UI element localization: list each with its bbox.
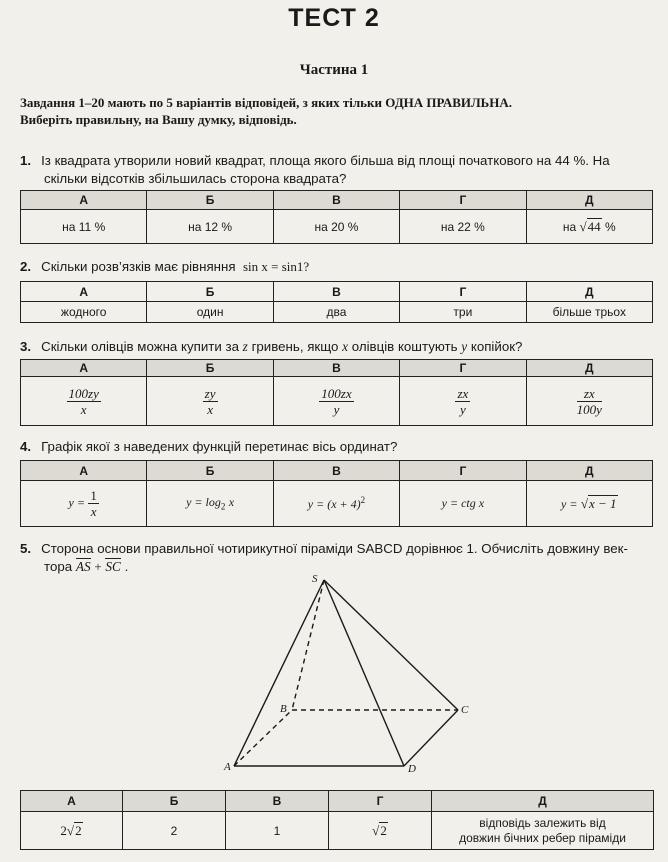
question-text: Скільки розв’язків має рівняння xyxy=(41,259,236,274)
header-v: В xyxy=(226,791,329,812)
fraction-denominator: y xyxy=(333,401,340,417)
header-a: А xyxy=(21,791,123,812)
vertex-c-label: C xyxy=(461,704,469,716)
header-v: В xyxy=(273,461,399,481)
answer-g[interactable]: три xyxy=(400,302,526,323)
header-a: А xyxy=(21,461,147,481)
header-g: Г xyxy=(400,360,526,377)
question-number: 4. xyxy=(20,439,32,454)
vertex-b-label: B xyxy=(280,703,287,715)
exponent: 2 xyxy=(360,495,366,505)
header-a: А xyxy=(21,360,147,377)
fraction-numerator: 100zx xyxy=(321,385,352,401)
part-heading: Частина 1 xyxy=(299,62,369,78)
question-text-cont: скільки відсотків збільшилась сторона квадрата? xyxy=(44,171,347,186)
answer-text: довжин бічних ребер піраміди xyxy=(459,830,626,845)
question-number: 1. xyxy=(20,153,32,168)
question-text: Скільки олівців можна купити за xyxy=(41,339,239,354)
instructions-line-1: Завдання 1–20 мають по 5 варіантів відповідей, з яких тільки ОДНА ПРАВИЛЬНА. xyxy=(20,95,513,110)
vertex-a-label: A xyxy=(224,761,231,773)
header-v: В xyxy=(273,191,399,210)
header-d: Д xyxy=(432,791,654,812)
header-d: Д xyxy=(526,360,652,377)
header-g: Г xyxy=(400,282,526,302)
fraction-denominator: 100y xyxy=(576,401,602,417)
answer-suffix: % xyxy=(605,219,616,234)
question-text: копійок? xyxy=(470,339,523,354)
radicand: 44 xyxy=(587,218,601,234)
header-g: Г xyxy=(400,191,526,210)
answer-table-5 xyxy=(20,790,654,850)
radicand: x − 1 xyxy=(588,495,617,511)
question-text: Графік якої з наведених функцій перетинає вісь ординат? xyxy=(41,439,398,454)
answer-b[interactable]: 2 xyxy=(123,812,226,850)
header-d: Д xyxy=(526,461,652,481)
answer-d[interactable]: більше трьох xyxy=(526,302,652,323)
edge-sc xyxy=(324,580,458,710)
fraction-numerator: zx xyxy=(577,386,602,402)
radicand: 2 xyxy=(380,822,387,838)
formula: y = log xyxy=(186,495,221,510)
header-v: В xyxy=(273,282,399,302)
fraction-denominator: y xyxy=(459,401,466,417)
fraction-denominator: x xyxy=(80,401,87,417)
answer-g[interactable]: √2 xyxy=(329,812,432,850)
header-b: Б xyxy=(147,191,273,210)
header-d: Д xyxy=(526,282,652,302)
answer-d[interactable]: y = √x − 1 xyxy=(526,481,652,527)
answer-prefix: на xyxy=(562,219,577,234)
header-g: Г xyxy=(400,461,526,481)
test-title: ТЕСТ 2 xyxy=(288,4,380,32)
answer-d[interactable]: на √44 % xyxy=(526,210,652,244)
fraction-numerator: 100zy xyxy=(68,385,99,401)
formula: y = xyxy=(561,496,578,511)
vertex-d-label: D xyxy=(408,763,416,775)
formula: y = xyxy=(68,495,85,510)
header-a: А xyxy=(21,191,147,210)
header-a: А xyxy=(21,282,147,302)
vector-sc: SC xyxy=(105,559,121,574)
coefficient: 2 xyxy=(60,822,67,838)
header-d: Д xyxy=(526,191,652,210)
answer-a[interactable]: 2√2 xyxy=(21,812,123,850)
header-b: Б xyxy=(123,791,226,812)
variable-z: z xyxy=(242,339,248,354)
edge-sd xyxy=(324,580,404,766)
answer-d[interactable] xyxy=(432,812,654,850)
question-number: 5. xyxy=(20,541,32,556)
fraction-denominator: x xyxy=(207,401,213,417)
header-b: Б xyxy=(147,360,273,377)
instructions-line-2: Виберіть правильну, на Вашу думку, відповідь. xyxy=(20,112,297,127)
fraction-numerator: zx xyxy=(457,385,469,401)
question-text: тора xyxy=(44,559,73,574)
question-number: 2. xyxy=(20,259,32,274)
header-g: Г xyxy=(329,791,432,812)
header-b: Б xyxy=(147,282,273,302)
log-base: 2 xyxy=(220,501,226,512)
answer-g[interactable]: на 22 % xyxy=(400,210,526,244)
fraction-numerator: zy xyxy=(204,385,216,401)
answer-v[interactable]: два xyxy=(273,302,399,323)
radicand: 2 xyxy=(75,822,82,838)
edge-dc xyxy=(404,710,458,766)
answer-v[interactable]: 1 xyxy=(226,812,329,850)
edge-sa xyxy=(234,580,324,766)
formula-arg: x xyxy=(228,495,235,510)
formula: y = ctg x xyxy=(441,496,485,510)
fraction-denominator: x xyxy=(90,504,97,519)
formula: y = (x + 4) xyxy=(307,497,361,511)
header-v: В xyxy=(273,360,399,377)
header-b: Б xyxy=(147,461,273,481)
variable-y: y xyxy=(461,339,468,354)
question-text: олівців коштують xyxy=(351,339,458,354)
answer-b[interactable]: один xyxy=(147,302,273,323)
answer-v[interactable]: на 20 % xyxy=(273,210,399,244)
vertex-s-label: S xyxy=(312,573,318,585)
edge-ab-hidden xyxy=(234,710,292,766)
edge-sb-hidden xyxy=(292,580,324,710)
question-text: гривень, якщо xyxy=(251,339,339,354)
plus-sign: + xyxy=(94,559,102,574)
answer-text: відповідь залежить від xyxy=(479,815,606,830)
vector-as: AS xyxy=(75,559,91,574)
answer-a[interactable]: жодного xyxy=(21,302,147,323)
answer-a[interactable]: на 11 % xyxy=(21,210,147,244)
answer-b[interactable]: на 12 % xyxy=(147,210,273,244)
fraction-numerator: 1 xyxy=(90,488,97,503)
question-text: . xyxy=(124,559,129,574)
question-number: 3. xyxy=(20,339,32,354)
variable-x: x xyxy=(342,339,349,354)
question-text: Із квадрата утворили новий квадрат, площа якого більша від площі початкового на 44 %. На xyxy=(41,153,610,168)
question-text: Сторона основи правильної чотирикутної піраміди SABCD дорівнює 1. Обчисліть довжину век- xyxy=(41,541,628,556)
equation: sin x = sin1? xyxy=(242,259,310,274)
